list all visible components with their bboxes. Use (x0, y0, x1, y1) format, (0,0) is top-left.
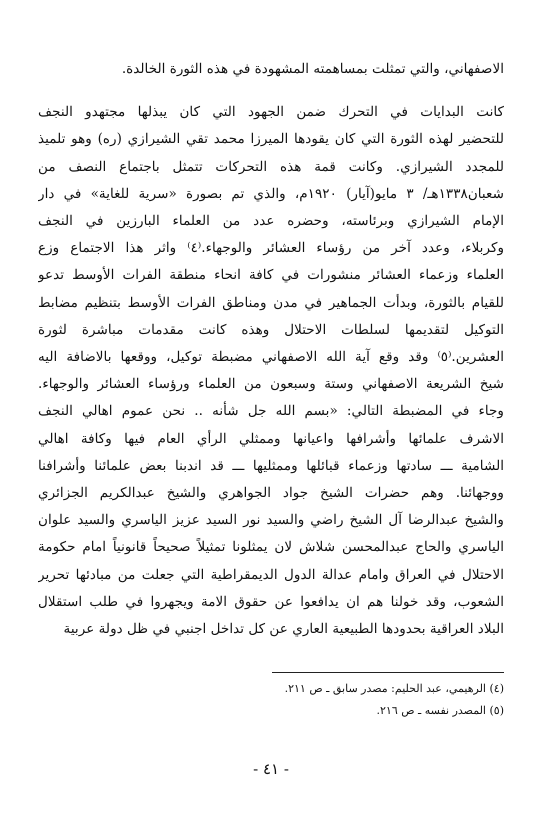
footnotes (38, 678, 504, 722)
page-number: - ٤١ - (253, 760, 289, 778)
paragraph-2-line: والشيخ عبدالرضا آل الشيخ راضي والسيد نور السيد عزيز الياسري والسيد علوان (38, 512, 504, 529)
paragraph-gap (38, 83, 504, 99)
paragraph-2-line: العلماء وزعماء العشائر منشورات في كافة انحاء منطقة الفرات الأوسط تدعو (38, 267, 504, 284)
paragraph-2-line: شعبان١٣٣٨هـ/ ٣ مايو(آيار) ١٩٢٠م، والذي تم بصورة «سرية للغاية» في دار (38, 185, 504, 202)
paragraph-2-line: وجاء في المضبطة التالي: «بسم الله جل شأنه .. نحن عموم اهالي النجف (38, 403, 504, 420)
paragraph-2-line: وكربلاء، وعدد آخر من رؤساء العشائر والوجهاء.⁽٤⁾ واثر هذا الاجتماع وزع (38, 240, 504, 257)
paragraph-2-line: التوكيل لتقديمها لسلطات الاحتلال وهذه كانت مقدمات مباشرة لثورة (38, 321, 504, 338)
paragraph-2-line: للتحضير لهذه الثورة التي كان يقودها الميرزا محمد تقي الشيرازي (ره) وهو تلميذ (38, 131, 504, 148)
paragraph-2-line: البلاد العراقية بحدودها الطبيعية العاري عن كل تداخل اجنبي في ظل دولة عربية (63, 621, 504, 638)
paragraph-2-line: للمجدد الشيرازي. وكانت قمة هذه التحركات تتمثل باجتماع النصف من (38, 158, 504, 175)
paragraph-2-line: للقيام بالثورة، وبدأت الجماهير في مدن ومناطق الفرات الأوسط بتنظيم مضابط (38, 294, 504, 311)
paragraph-2-line: الشامية ـــ سادتها وزعماء قبائلها وممثليها ـــ قد اندبنا بعض علمائنا وأشرافنا (38, 457, 504, 474)
paragraph-2-line: شيخ الشريعة الاصفهاني وستة وسبعون من العلماء ورؤساء العشائر والوجهاء. (38, 376, 504, 393)
paragraph-2-line: العشرين.⁽٥⁾ وقد وقع آية الله الاصفهاني مضبطة توكيل، ووقعها بالاضافة اليه (38, 349, 504, 366)
paragraph-2-line: الياسري والحاج عبدالمحسن شلاش لان يمثلونا تمثيلاً صحيحاً قانونياً امام حكومة (38, 539, 504, 556)
paragraph-2 (38, 99, 504, 643)
paragraph-2-line: الاحتلال في العراق وامام عدالة الدول الديمقراطية التي جعلت من مبادئها تحرير (38, 566, 504, 583)
paragraph-2-line: ووجهائنا. وهم حضرات الشيخ جواد الجواهري والشيخ عبدالكريم الجزائري (38, 485, 504, 502)
paragraph-2-line: كانت البدايات في التحرك ضمن الجهود التي كان يبذلها مجتهدو النجف (38, 104, 504, 121)
footnote-5: (٥) المصدر نفسه ـ ص ٢١٦. (376, 704, 504, 717)
main-text (38, 56, 504, 643)
paragraph-2-line: الاشرف علمائها وأشرافها واعيانها وممثلي الرأي العام فيها وكافة اهالي (38, 430, 504, 447)
paragraph-1-line: الاصفهاني، والتي تمثلت بمساهمته المشهودة في هذه الثورة الخالدة. (121, 61, 504, 77)
paragraph-2-line: الإمام الشيرازي وبرئاسته، وحضره عدد من العلماء البارزين في النجف (38, 213, 504, 230)
footnote-separator (272, 672, 504, 673)
paragraph-1 (38, 56, 504, 83)
footnote-4: (٤) الرهيمي، عبد الحليم: مصدر سابق ـ ص ٢١١. (284, 682, 504, 695)
paragraph-2-line: الشعوب، وقد خولنا هم ان يدافعوا عن حقوق الامة ويجهروا في طلب استقلال (38, 593, 504, 610)
